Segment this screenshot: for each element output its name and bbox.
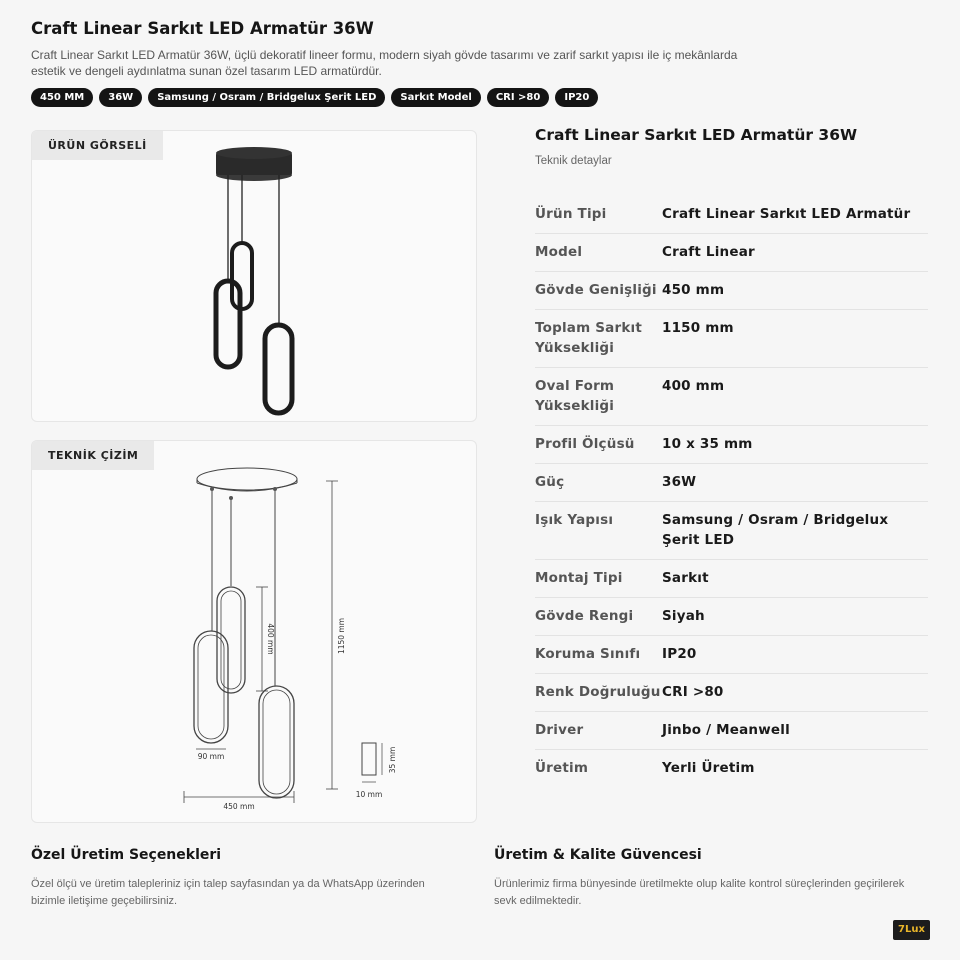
tag-list — [31, 88, 598, 107]
spec-value: Jinbo / Meanwell — [662, 722, 790, 738]
spec-value: Siyah — [662, 608, 705, 624]
spec-value: 1150 mm — [662, 320, 734, 336]
spec-value: 400 mm — [662, 378, 725, 394]
spec-row — [535, 426, 928, 464]
spec-row — [535, 750, 928, 787]
spec-key: Driver — [535, 722, 584, 738]
spec-key: Model — [535, 244, 583, 260]
spec-row — [535, 674, 928, 712]
spec-value: 10 x 35 mm — [662, 436, 753, 452]
dim-total-width-label: 450 mm — [223, 802, 255, 811]
spec-value: CRI >80 — [662, 684, 724, 700]
spec-row — [535, 636, 928, 674]
spec-key: Montaj Tipi — [535, 570, 623, 586]
product-description: Craft Linear Sarkıt LED Armatür 36W, üçlü dekoratif lineer formu, modern siyah gövde tasarımı ve zarif sarkıt yapısı ile iç mekânlarda estetik ve dengeli aydınlatma sunan özel tasarım LED armatürdür. — [31, 48, 738, 78]
spec-key: Gövde Genişliği — [535, 282, 657, 298]
technical-drawing — [32, 441, 477, 823]
dim-height-label: 1150 mm — [337, 617, 346, 655]
quality-text: Ürünlerimiz firma bünyesinde üretilmekte olup kalite kontrol süreçlerinden geçirilerek sevk edilmektedir. — [494, 878, 905, 907]
spec-key: Renk Doğruluğu — [535, 684, 661, 700]
tag-power: 36W — [99, 88, 142, 107]
technical-drawing-card — [31, 440, 477, 823]
photo-card-label: ÜRÜN GÖRSELİ — [32, 131, 163, 160]
dim-oval-width-label: 90 mm — [197, 752, 225, 761]
spec-row — [535, 712, 928, 750]
spec-key: Ürün Tipi — [535, 206, 607, 222]
custom-production-title: Özel Üretim Seçenekleri — [31, 847, 222, 863]
spec-row — [535, 502, 928, 560]
spec-row — [535, 234, 928, 272]
spec-row — [535, 598, 928, 636]
spec-table — [535, 196, 928, 787]
spec-key: Işık Yapısı — [535, 512, 614, 528]
spec-row — [535, 272, 928, 310]
spec-row — [535, 368, 928, 426]
spec-row — [535, 310, 928, 368]
spec-key: Toplam Sarkıt Yüksekliği — [535, 320, 643, 356]
spec-value: Samsung / Osram / Bridgelux Şerit LED — [662, 512, 889, 548]
spec-key: Gövde Rengi — [535, 608, 634, 624]
page-title: Craft Linear Sarkıt LED Armatür 36W — [31, 19, 374, 38]
tag-led: Samsung / Osram / Bridgelux Şerit LED — [148, 88, 385, 107]
spec-key: Koruma Sınıfı — [535, 646, 641, 662]
spec-value: 36W — [662, 474, 697, 490]
tag-mount: Sarkıt Model — [391, 88, 480, 107]
brand-logo[interactable]: 7Lux — [893, 920, 930, 940]
dim-profile-width-label: 10 mm — [355, 790, 383, 799]
spec-row — [535, 196, 928, 234]
spec-key: Üretim — [535, 760, 589, 776]
product-photo-card — [31, 130, 477, 422]
spec-key: Profil Ölçüsü — [535, 436, 635, 452]
drawing-card-label: TEKNİK ÇİZİM — [32, 441, 154, 470]
spec-row — [535, 464, 928, 502]
spec-subtitle: Teknik detaylar — [535, 155, 612, 167]
spec-value: Yerli Üretim — [662, 760, 755, 776]
tag-ip: IP20 — [555, 88, 598, 107]
spec-key: Oval Form Yüksekliği — [535, 378, 615, 414]
dim-profile-height-label: 35 mm — [388, 746, 397, 774]
quality-title: Üretim & Kalite Güvencesi — [494, 847, 702, 863]
spec-value: Sarkıt — [662, 570, 709, 586]
tag-cri: CRI >80 — [487, 88, 550, 107]
tag-size: 450 MM — [31, 88, 93, 107]
spec-value: Craft Linear Sarkıt LED Armatür — [662, 206, 911, 222]
spec-key: Güç — [535, 474, 565, 490]
spec-value: 450 mm — [662, 282, 725, 298]
custom-production-text: Özel ölçü ve üretim talepleriniz için talep sayfasından ya da WhatsApp üzerinden bizimle iletişime geçebilirsiniz. — [31, 878, 425, 907]
dim-oval-label: 400 mm — [266, 623, 275, 655]
product-photo — [32, 131, 477, 422]
spec-row — [535, 560, 928, 598]
spec-value: Craft Linear — [662, 244, 755, 260]
spec-value: IP20 — [662, 646, 697, 662]
spec-title: Craft Linear Sarkıt LED Armatür 36W — [535, 126, 858, 144]
